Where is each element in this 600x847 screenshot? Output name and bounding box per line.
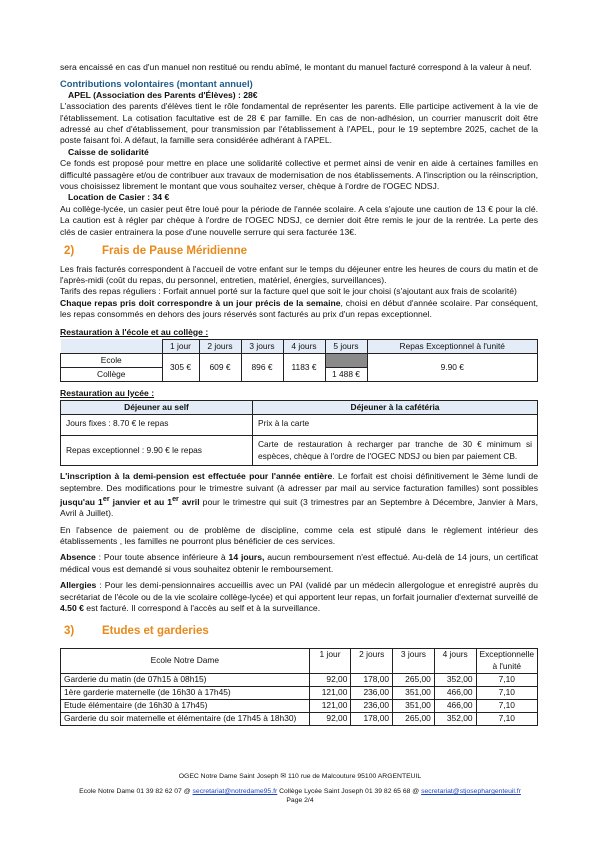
table-row	[61, 699, 538, 712]
table3-cell: 352,00	[434, 712, 476, 725]
table3-cell: 7,10	[476, 673, 537, 686]
table3-cell: 265,00	[393, 712, 435, 725]
school-college-meal-table	[60, 339, 538, 382]
table1-cell: 9.90 €	[367, 353, 538, 381]
table3-cell: 1ère garderie maternelle (de 16h30 à 17h45)	[61, 686, 310, 699]
footer-address: OGEC Notre Dame Saint Joseph ✉ 110 rue de Malcouture 95100 ARGENTEUIL	[178, 773, 422, 780]
table1-cell: 609 €	[199, 353, 241, 381]
table1-label: Restauration à l'école et au collège :	[60, 326, 209, 337]
meal-rule-rest: , choisi en début d'année scolaire. Par conséquent, les repas consommés en dehors des jours réservés sont facturés au prix d'un repas exceptionnel.	[60, 297, 538, 320]
footer	[0, 772, 600, 805]
section-3-heading	[64, 626, 538, 637]
table3-cell: 121,00	[309, 686, 351, 699]
table1-row-label: Collège	[61, 367, 163, 381]
table3-header: 2 jours	[351, 648, 393, 673]
table1-cell-na	[325, 353, 367, 367]
table1-cell: 1 488 €	[325, 367, 367, 381]
footer-email-link[interactable]: secretariat@notredame95.fr	[192, 788, 278, 795]
table1-cell: 305 €	[162, 353, 199, 381]
table2-head-self: Déjeuner au self	[61, 401, 253, 415]
table3-cell: 178,00	[351, 673, 393, 686]
inscription-date: avril	[178, 496, 200, 507]
footer-contacts	[0, 787, 600, 796]
table1-row-label: Ecole	[61, 353, 163, 367]
table2-head-cafeteria: Déjeuner à la cafétéria	[253, 401, 538, 415]
section-2-number: 2)	[64, 245, 75, 258]
absence-paragraph	[60, 552, 538, 575]
table3-cell: 466,00	[434, 699, 476, 712]
table3-header: 3 jours	[393, 648, 435, 673]
study-daycare-table	[60, 648, 538, 726]
table3-cell: 466,00	[434, 686, 476, 699]
payment-paragraph: En l'absence de paiement ou de problème de discipline, comme cela est stipulé dans le règlement intérieur des établissements , les familles ne pourront plus bénéficier de ces services.	[60, 524, 538, 547]
lycee-meal-table	[60, 400, 538, 466]
table1-header: 1 jour	[162, 339, 199, 353]
table1-corner	[61, 339, 163, 353]
table3-header: 4 jours	[434, 648, 476, 673]
table-row	[61, 686, 538, 699]
contributions-title: Contributions volontaires (montant annuel)	[60, 78, 253, 90]
table3-cell: 352,00	[434, 673, 476, 686]
apel-text: L'association des parents d'élèves tient le rôle fondamental de représenter les parents. Elle participe activement à la vie de l'établissement. La cotisation facultative est de 28 € par famille. En cas de non-adhésion, un courrier manuscrit doit être adressé au chef d'établissement, pour transmission par l'établissement à l'APEL, pour le 19 septembre 2025, cachet de la poste faisant foi. A défaut, la famille sera considérée adhérant à l'APEL.	[60, 101, 538, 146]
table2-label: Restauration au lycée :	[60, 387, 155, 398]
inscription-sup: er	[172, 494, 179, 503]
table1-header: 2 jours	[199, 339, 241, 353]
inscription-text: pour le trimestre qui suit (3 trimestres par an Septembre à Décembre, Janvier à Mars, Avril à Juillet).	[60, 496, 538, 519]
caisse-title: Caisse de solidarité	[68, 146, 149, 157]
footer-school-phone: Ecole Notre Dame 01 39 82 62 07 @	[79, 788, 193, 795]
caisse-text: Ce fonds est proposé pour mettre en place une solidarité collective et permet ainsi de venir en aide à certaines familles en difficulté passagère et/ou de contribuer aux travaux de modernisation de nos établissements. A l'inscription ou la réinscription, vous choisissez librement le montant que vous souhaitez verser, chèque à l'ordre de l'OGEC NDSJ.	[60, 158, 538, 192]
meal-rule-bold: Chaque repas pris doit correspondre à un jour précis de la semaine	[60, 297, 341, 308]
table3-cell: 7,10	[476, 686, 537, 699]
table3-header: 1 jour	[309, 648, 351, 673]
allergies-bold: 4.50 €	[60, 603, 84, 614]
table1-cell: 896 €	[241, 353, 283, 381]
inscription-sup: er	[102, 494, 110, 503]
table3-cell: 7,10	[476, 699, 537, 712]
section-3-title: Etudes et garderies	[102, 625, 209, 638]
table3-cell: Etude élémentaire (de 16h30 à 17h45)	[61, 699, 310, 712]
table3-cell: 351,00	[393, 686, 435, 699]
table-row	[61, 673, 538, 686]
page-number: Page 2/4	[286, 797, 314, 804]
intro-paragraph: sera encaissé en cas d'un manuel non restitué ou rendu abîmé, le montant du manuel facturé correspond à la valeur à neuf.	[60, 62, 532, 72]
absence-label: Absence	[60, 552, 96, 563]
section-3-number: 3)	[64, 625, 75, 638]
absence-bold: 14 jours,	[228, 552, 265, 563]
meal-regular-rates: Tarifs des repas réguliers : Forfait annuel porté sur la facture quel que soit le jour choisi (s'ajoutant aux frais de scolarité)	[60, 286, 517, 297]
table3-header: Ecole Notre Dame	[61, 648, 310, 673]
table3-cell: 236,00	[351, 686, 393, 699]
apel-title: APEL (Association des Parents d'Élèves) : 28€	[68, 89, 258, 100]
table3-cell: 265,00	[393, 673, 435, 686]
section-2-heading	[64, 246, 538, 257]
inscription-text: . Le forfait est choisi définitivement le 3ème lundi de septembre. Des modifications pour le trimestre suivant (à adresser par mail au service facturation familles) sont possibles	[60, 471, 538, 493]
absence-text: aucun remboursement n'est effectué. Au-delà de 14 jours, un certificat médical vous est demandé si vous souhaitez obtenir le remboursement.	[60, 552, 538, 574]
allergies-label: Allergies	[60, 580, 97, 591]
absence-text: : Pour toute absence inférieure à	[95, 552, 229, 563]
table2-cell: Repas exceptionnel : 9.90 € le repas	[61, 436, 253, 466]
meal-intro: Les frais facturés correspondent à l'accueil de votre enfant sur le temps du déjeuner entre les heures de cours du matin et de l'après-midi (coût du repas, du personnel, entretien, matériel, énergies, surveillances).	[60, 263, 538, 285]
casier-text: Au collège-lycée, un casier peut être loué pour la période de l'année scolaire. A cela s'ajoute une caution de 13 € pour la clé. La caution est à régler par chèque à l'ordre de l'OGEC NDSJ, ce dernier doit être remis le jour de la rentrée. La perte des clés de casier entrainera la pose d'une nouvelle serrure qui sera facturée 13€.	[60, 203, 538, 237]
table3-cell: 7,10	[476, 712, 537, 725]
allergies-paragraph	[60, 580, 538, 614]
table2-cell: Prix à la carte	[253, 415, 538, 436]
table3-cell: 351,00	[393, 699, 435, 712]
footer-lycee-phone: Collège Lycée Saint Joseph 01 39 82 65 68 @	[277, 788, 422, 795]
table3-cell: 92,00	[309, 673, 351, 686]
inscription-date: janvier et au 1	[109, 496, 173, 507]
document-body	[60, 62, 538, 726]
table3-cell: Garderie du matin (de 07h15 à 08h15)	[61, 673, 310, 686]
table1-header: Repas Exceptionnel à l'unité	[367, 339, 538, 353]
table3-cell: 92,00	[309, 712, 351, 725]
table3-cell: 121,00	[309, 699, 351, 712]
allergies-text: est facturé. Il correspond à l'accès au self et à la surveillance.	[83, 603, 321, 614]
table-row	[61, 712, 538, 725]
table1-header: 4 jours	[283, 339, 325, 353]
section-2-title: Frais de Pause Méridienne	[102, 245, 248, 258]
allergies-text: : Pour les demi-pensionnaires accueillis avec un PAI (validé par un médecin allergologue et enregistré auprès du secrétariat de l'école ou de la vie scolaire collège-lycée) et qui apportent leur repas, un forfait journalier d'externat surveillé de	[60, 580, 538, 602]
table1-header: 3 jours	[241, 339, 283, 353]
footer-email-link[interactable]: secretariat@stjosephargenteuil.fr	[421, 788, 521, 795]
table2-cell: Carte de restauration à recharger par tranche de 30 € minimum si espèces, chèque à l'ordre de l'OGEC NDSJ ou bien par paiement CB.	[253, 436, 538, 466]
table3-cell: 236,00	[351, 699, 393, 712]
casier-title: Location de Casier : 34 €	[68, 192, 170, 203]
table3-cell: Garderie du soir maternelle et élémentaire (de 17h45 à 18h30)	[61, 712, 310, 725]
inscription-bold: L'inscription à la demi-pension est effectuée pour l'année entière	[60, 471, 333, 482]
inscription-date: jusqu'au 1	[60, 496, 103, 507]
table1-cell: 1183 €	[283, 353, 325, 381]
table2-cell: Jours fixes : 8.70 € le repas	[61, 415, 253, 436]
inscription-paragraph	[60, 471, 538, 519]
meal-rule	[60, 298, 538, 321]
table3-header: Exceptionnelle à l'unité	[476, 648, 537, 673]
table1-header: 5 jours	[325, 339, 367, 353]
table3-cell: 178,00	[351, 712, 393, 725]
